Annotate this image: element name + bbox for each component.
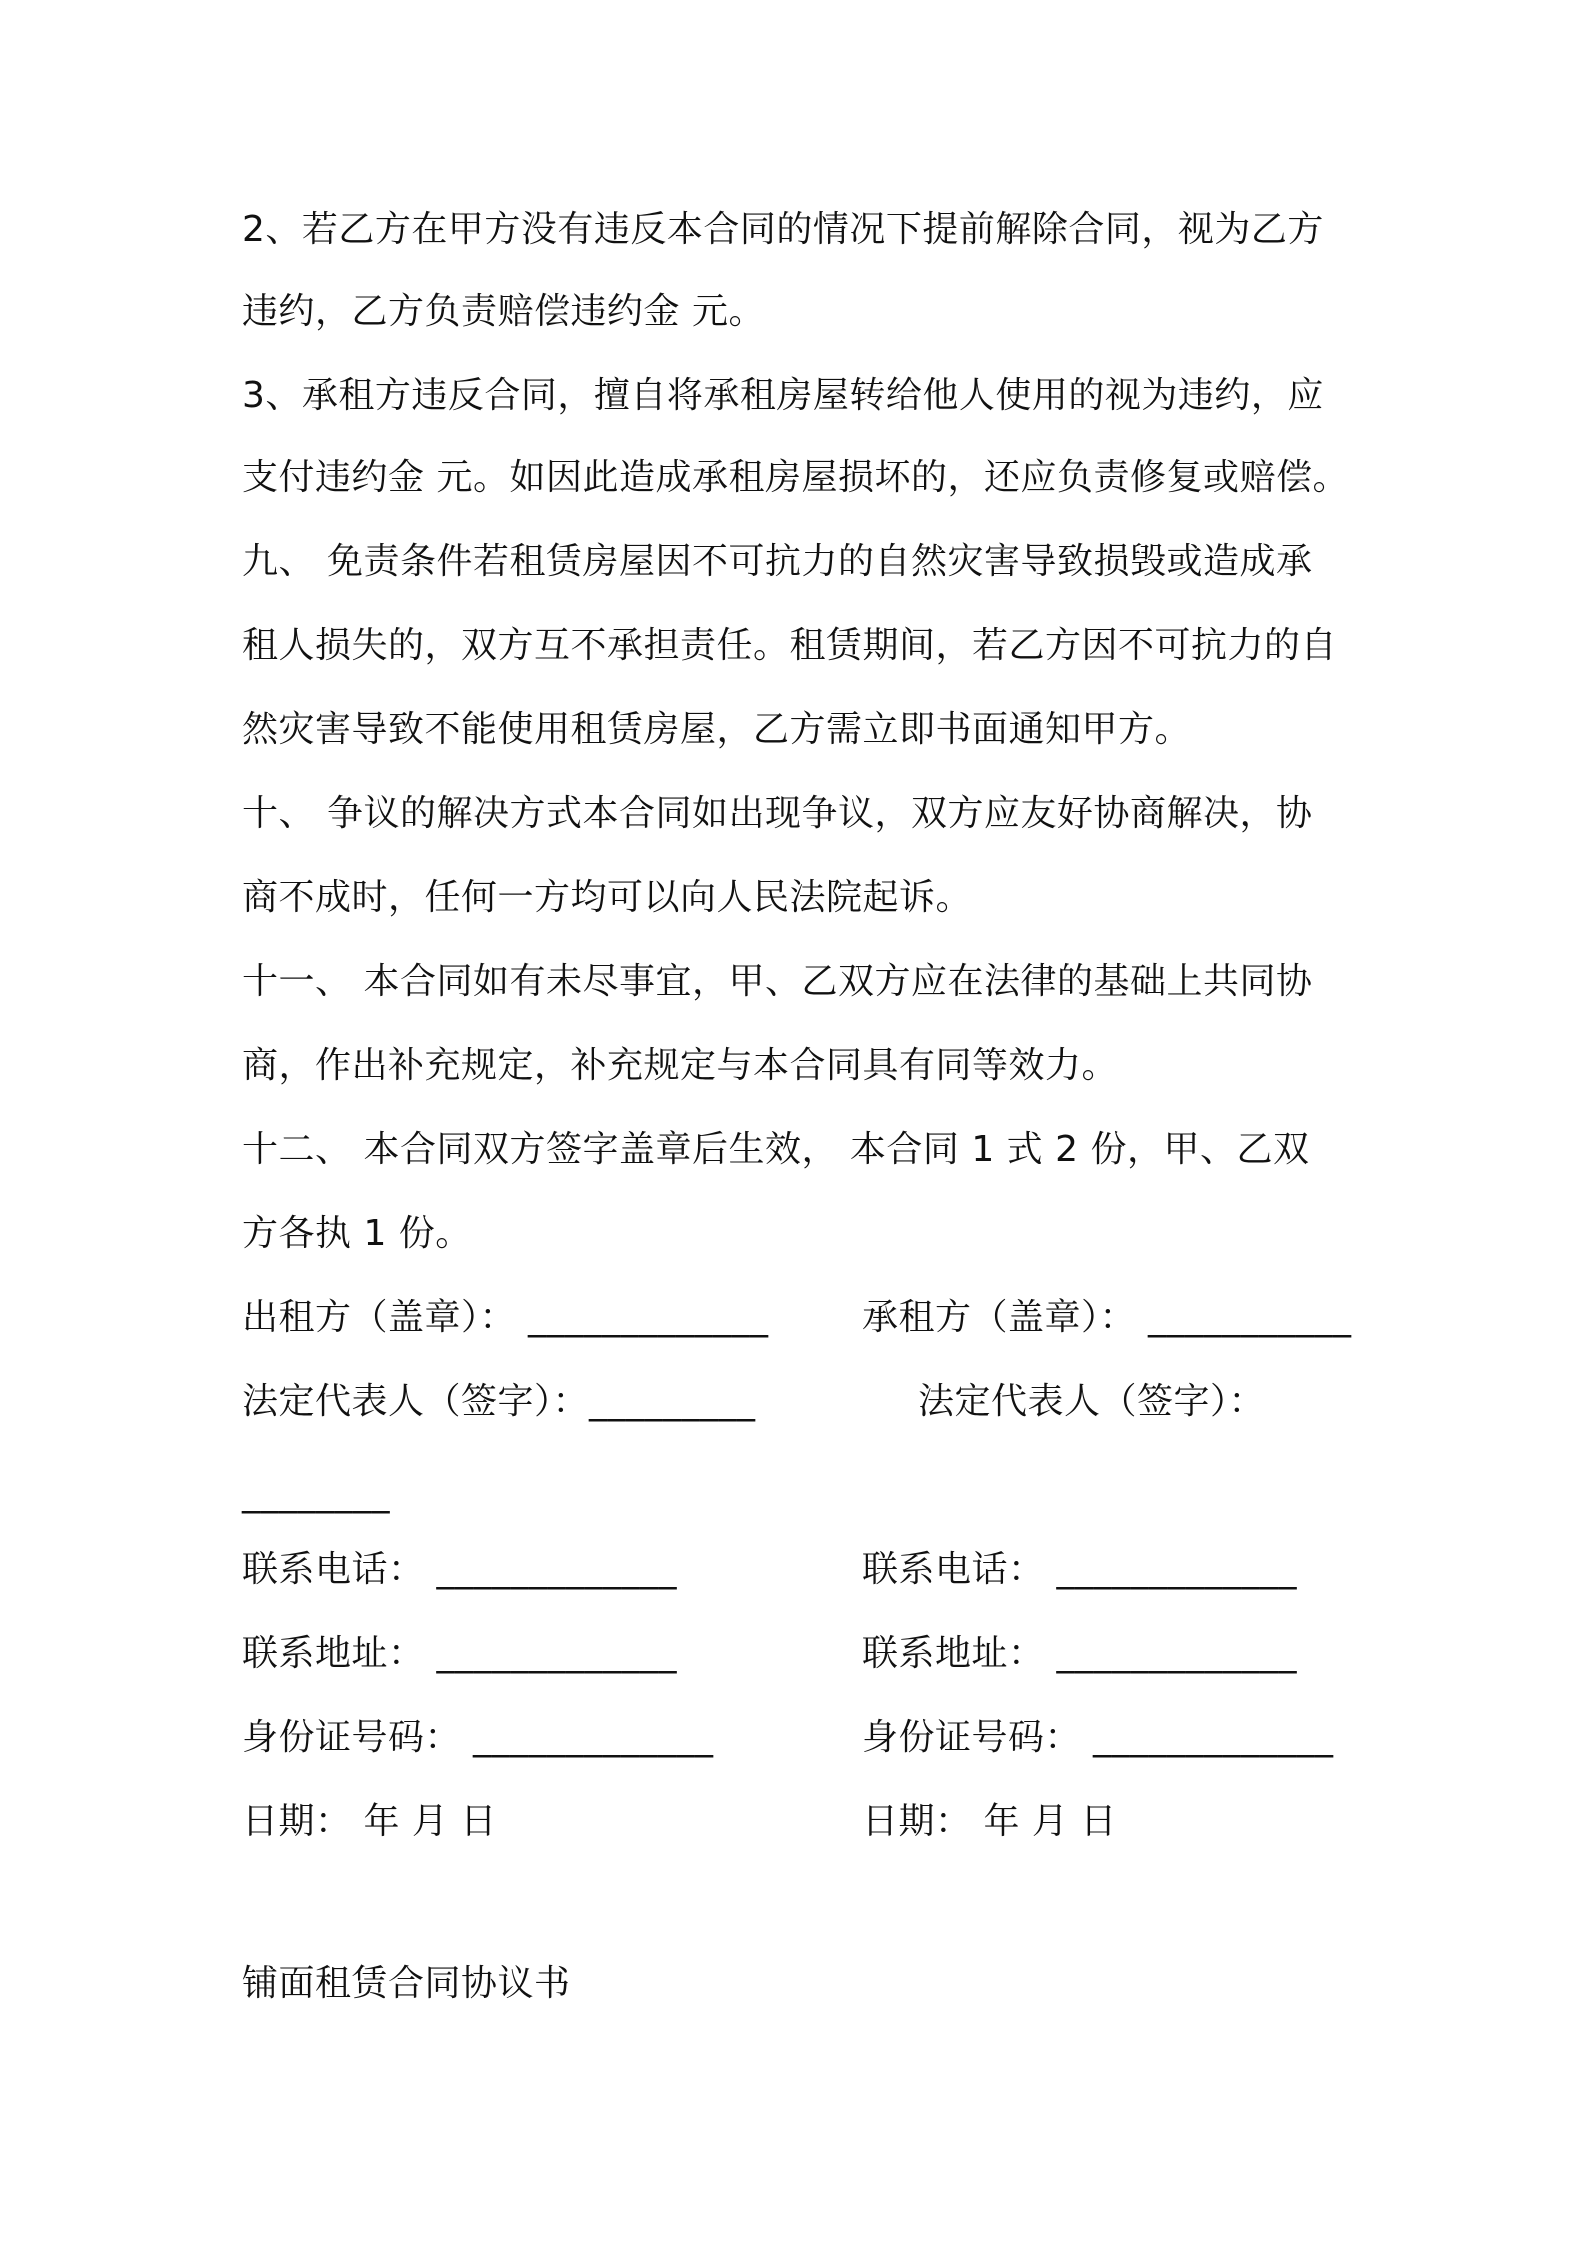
lessor-rep-field: 法定代表人（签字）：_________	[242, 1381, 756, 1422]
clause9-line1: 九、 免责条件若租赁房屋因不可抗力的自然灾害导致损毁或造成承	[242, 541, 1313, 582]
lessor-address-field: 联系地址： _____________	[242, 1633, 677, 1674]
lessor-seal-field: 出租方（盖章）： _____________	[242, 1297, 769, 1338]
lessee-phone-field: 联系电话： _____________	[862, 1549, 1297, 1590]
lessee-rep-blank: ________	[242, 1473, 390, 1514]
clause8-item2-line1: 2、若乙方在甲方没有违反本合同的情况下提前解除合同，视为乙方	[242, 209, 1324, 250]
clause10-line1: 十、 争议的解决方式本合同如出现争议，双方应友好协商解决，协	[242, 793, 1313, 834]
clause12-line1: 十二、 本合同双方签字盖章后生效， 本合同 1 式 2 份，甲、乙双	[242, 1129, 1310, 1170]
lessor-id-field: 身份证号码： _____________	[242, 1717, 714, 1758]
clause9-line2: 租人损失的，双方互不承担责任。租赁期间，若乙方因不可抗力的自	[242, 625, 1338, 666]
clause12-line2: 方各执 1 份。	[242, 1213, 472, 1254]
lessee-address-field: 联系地址： _____________	[862, 1633, 1297, 1674]
clause11-line1: 十一、 本合同如有未尽事宜，甲、乙双方应在法律的基础上共同协	[242, 961, 1313, 1002]
lessee-id-field: 身份证号码： _____________	[862, 1717, 1334, 1758]
clause11-line2: 商，作出补充规定，补充规定与本合同具有同等效力。	[242, 1045, 1119, 1086]
clause8-item3-line1: 3、承租方违反合同，擅自将承租房屋转给他人使用的视为违约，应	[242, 375, 1324, 416]
lessee-date-field: 日期： 年 月 日	[862, 1801, 1117, 1842]
lessor-date-field: 日期： 年 月 日	[242, 1801, 497, 1842]
clause9-line3: 然灾害导致不能使用租赁房屋，乙方需立即书面通知甲方。	[242, 709, 1192, 750]
clause8-item2-line2: 违约，乙方负责赔偿违约金 元。	[242, 291, 765, 332]
next-document-title: 铺面租赁合同协议书	[242, 1963, 571, 2004]
clause10-line2: 商不成时，任何一方均可以向人民法院起诉。	[242, 877, 973, 918]
lessor-phone-field: 联系电话： _____________	[242, 1549, 677, 1590]
lessee-rep-field: 法定代表人（签字）：	[918, 1381, 1266, 1422]
clause8-item3-line2: 支付违约金 元。如因此造成承租房屋损坏的，还应负责修复或赔偿。	[242, 457, 1349, 498]
lessee-seal-field: 承租方（盖章）： ___________	[862, 1297, 1352, 1338]
